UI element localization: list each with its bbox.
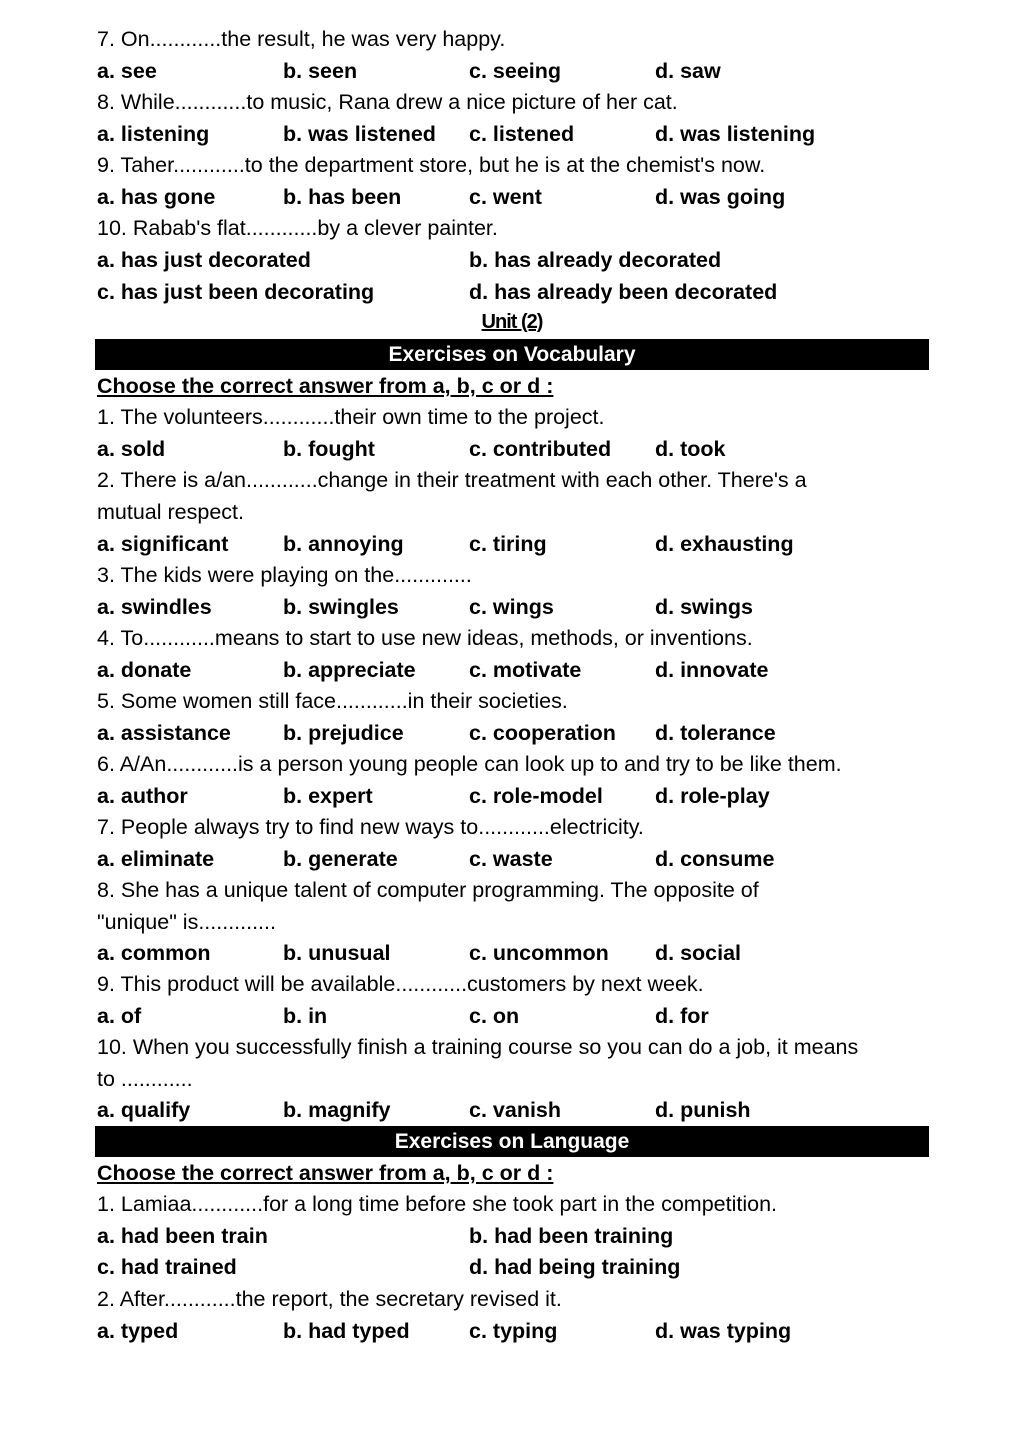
section-header-language: Exercises on Language bbox=[95, 1126, 929, 1157]
option-b: b. seen bbox=[283, 59, 358, 83]
options-row bbox=[97, 1252, 929, 1284]
options-row bbox=[97, 119, 929, 151]
vocab-question-9 bbox=[97, 969, 929, 1001]
options-row bbox=[97, 529, 929, 561]
option-d: d. saw bbox=[655, 59, 721, 83]
option-c: c. on bbox=[469, 1004, 520, 1028]
question-text: mutual respect. bbox=[97, 500, 244, 524]
options-row bbox=[97, 56, 929, 88]
vocab-question-4 bbox=[97, 623, 929, 655]
option-b: b. fought bbox=[283, 437, 375, 461]
option-b: b. had been training bbox=[469, 1224, 674, 1248]
question-text: 1. The volunteers............their own time to the project. bbox=[97, 405, 605, 429]
option-c: c. uncommon bbox=[469, 941, 609, 965]
options-row bbox=[97, 781, 929, 813]
option-b: b. magnify bbox=[283, 1098, 391, 1122]
options-row bbox=[97, 434, 929, 466]
options-row bbox=[97, 182, 929, 214]
instruction bbox=[97, 1158, 929, 1190]
option-d: d. took bbox=[655, 437, 726, 461]
options-row bbox=[97, 938, 929, 970]
option-b: b. swingles bbox=[283, 595, 399, 619]
option-c: c. tiring bbox=[469, 532, 547, 556]
instruction-text: Choose the correct answer from a, b, c or d : bbox=[97, 1161, 554, 1185]
vocab-question-10 bbox=[97, 1032, 929, 1064]
question-text: 4. To............means to start to use new ideas, methods, or inventions. bbox=[97, 626, 753, 650]
option-d: d. tolerance bbox=[655, 721, 776, 745]
option-c: c. typing bbox=[469, 1319, 558, 1343]
options-row bbox=[97, 718, 929, 750]
question-text: 5. Some women still face............in their societies. bbox=[97, 689, 568, 713]
option-d: d. consume bbox=[655, 847, 775, 871]
vocab-question-2-cont bbox=[97, 497, 929, 529]
option-a: a. has just decorated bbox=[97, 248, 311, 272]
unit-title: Unit (2) bbox=[481, 311, 543, 333]
question-text: 6. A/An............is a person young people can look up to and try to be like them. bbox=[97, 752, 842, 776]
option-c: c. has just been decorating bbox=[97, 280, 375, 304]
options-row bbox=[97, 655, 929, 687]
option-a: a. eliminate bbox=[97, 847, 215, 871]
question-9 bbox=[97, 150, 929, 182]
option-a: a. listening bbox=[97, 122, 210, 146]
option-a: a. qualify bbox=[97, 1098, 191, 1122]
options-row bbox=[97, 1095, 929, 1127]
question-text: 10. When you successfully finish a training course so you can do a job, it means bbox=[97, 1035, 859, 1059]
option-a: a. assistance bbox=[97, 721, 231, 745]
question-text: 2. After............the report, the secretary revised it. bbox=[97, 1287, 562, 1311]
option-a: a. has gone bbox=[97, 185, 216, 209]
option-a: a. author bbox=[97, 784, 188, 808]
options-row bbox=[97, 1001, 929, 1033]
question-text: to ............ bbox=[97, 1067, 193, 1091]
option-d: d. had being training bbox=[469, 1255, 681, 1279]
option-c: c. contributed bbox=[469, 437, 612, 461]
option-c: c. motivate bbox=[469, 658, 582, 682]
option-c: c. waste bbox=[469, 847, 553, 871]
option-a: a. of bbox=[97, 1004, 142, 1028]
question-text: "unique" is............. bbox=[97, 910, 276, 934]
option-c: c. role-model bbox=[469, 784, 603, 808]
instruction bbox=[97, 371, 929, 403]
vocab-question-2 bbox=[97, 465, 929, 497]
option-d: d. was listening bbox=[655, 122, 816, 146]
option-b: b. generate bbox=[283, 847, 398, 871]
option-a: a. typed bbox=[97, 1319, 179, 1343]
option-d: d. was typing bbox=[655, 1319, 792, 1343]
options-row bbox=[97, 245, 929, 277]
option-c: c. had trained bbox=[97, 1255, 237, 1279]
vocab-question-8-cont bbox=[97, 907, 929, 939]
option-a: a. sold bbox=[97, 437, 166, 461]
vocab-question-8 bbox=[97, 875, 929, 907]
question-text: 9. Taher............to the department store, but he is at the chemist's now. bbox=[97, 153, 766, 177]
option-b: b. has been bbox=[283, 185, 402, 209]
option-d: d. was going bbox=[655, 185, 786, 209]
question-text: 1. Lamiaa............for a long time before she took part in the competition. bbox=[97, 1192, 778, 1216]
question-text: 8. She has a unique talent of computer programming. The opposite of bbox=[97, 878, 759, 902]
option-a: a. swindles bbox=[97, 595, 212, 619]
options-row bbox=[97, 592, 929, 624]
option-b: b. has already decorated bbox=[469, 248, 722, 272]
option-a: a. significant bbox=[97, 532, 229, 556]
options-row bbox=[97, 844, 929, 876]
option-d: d. swings bbox=[655, 595, 753, 619]
option-b: b. was listened bbox=[283, 122, 436, 146]
option-c: c. wings bbox=[469, 595, 554, 619]
option-b: b. appreciate bbox=[283, 658, 416, 682]
option-c: c. listened bbox=[469, 122, 575, 146]
option-c: c. went bbox=[469, 185, 542, 209]
option-b: b. in bbox=[283, 1004, 328, 1028]
vocab-question-1 bbox=[97, 402, 929, 434]
option-a: a. had been train bbox=[97, 1224, 268, 1248]
option-c: c. seeing bbox=[469, 59, 562, 83]
vocab-question-10-cont bbox=[97, 1064, 929, 1096]
options-row bbox=[97, 1316, 929, 1348]
option-b: b. unusual bbox=[283, 941, 391, 965]
option-c: c. cooperation bbox=[469, 721, 616, 745]
instruction-text: Choose the correct answer from a, b, c or d : bbox=[97, 374, 554, 398]
options-row bbox=[97, 277, 929, 309]
question-text: 10. Rabab's flat............by a clever painter. bbox=[97, 216, 498, 240]
options-row bbox=[97, 1221, 929, 1253]
vocab-question-7 bbox=[97, 812, 929, 844]
question-text: 8. While............to music, Rana drew a nice picture of her cat. bbox=[97, 90, 678, 114]
option-b: b. expert bbox=[283, 784, 373, 808]
question-text: 9. This product will be available............customers by next week. bbox=[97, 972, 704, 996]
question-8 bbox=[97, 87, 929, 119]
option-a: a. donate bbox=[97, 658, 192, 682]
question-text: 7. On............the result, he was very happy. bbox=[97, 27, 506, 51]
option-a: a. see bbox=[97, 59, 157, 83]
option-d: d. innovate bbox=[655, 658, 769, 682]
option-a: a. common bbox=[97, 941, 211, 965]
section-header-vocabulary: Exercises on Vocabulary bbox=[95, 339, 929, 370]
language-question-2 bbox=[97, 1284, 929, 1316]
option-d: d. exhausting bbox=[655, 532, 794, 556]
option-d: d. social bbox=[655, 941, 742, 965]
option-d: d. punish bbox=[655, 1098, 751, 1122]
option-d: d. has already been decorated bbox=[469, 280, 778, 304]
question-text: 2. There is a/an............change in their treatment with each other. There's a bbox=[97, 468, 807, 492]
option-d: d. for bbox=[655, 1004, 709, 1028]
option-b: b. had typed bbox=[283, 1319, 410, 1343]
option-b: b. annoying bbox=[283, 532, 404, 556]
option-d: d. role-play bbox=[655, 784, 770, 808]
question-10 bbox=[97, 213, 929, 245]
option-c: c. vanish bbox=[469, 1098, 562, 1122]
vocab-question-3 bbox=[97, 560, 929, 592]
vocab-question-5 bbox=[97, 686, 929, 718]
question-text: 7. People always try to find new ways to............electricity. bbox=[97, 815, 644, 839]
question-7 bbox=[97, 24, 929, 56]
vocab-question-6 bbox=[97, 749, 929, 781]
option-b: b. prejudice bbox=[283, 721, 404, 745]
question-text: 3. The kids were playing on the............. bbox=[97, 563, 472, 587]
language-question-1 bbox=[97, 1189, 929, 1221]
